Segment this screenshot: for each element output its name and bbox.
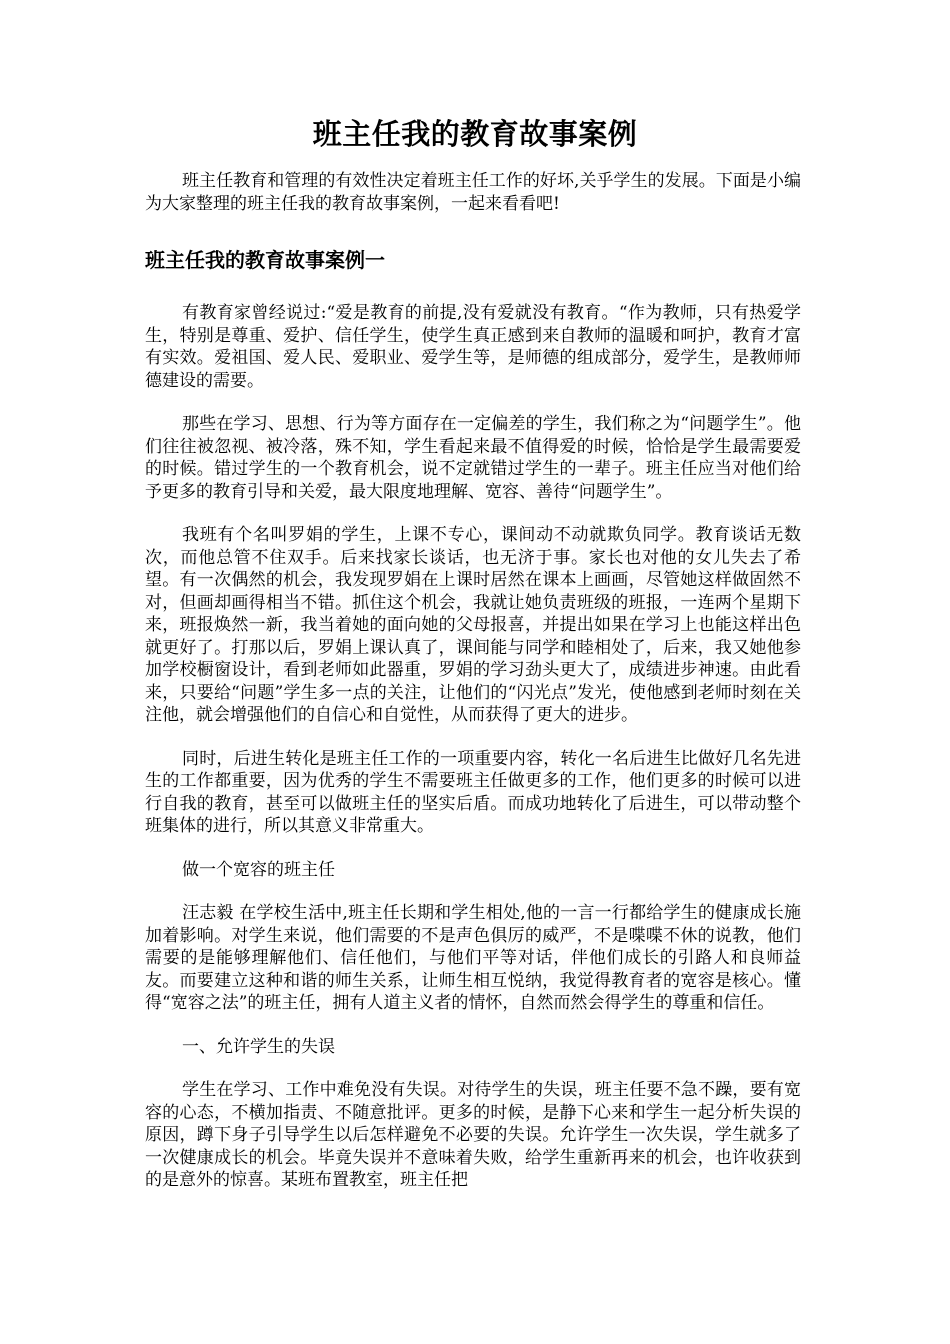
subheading-tolerant-teacher: 做一个宽容的班主任	[182, 859, 335, 880]
body-paragraph: 我班有个名叫罗娟的学生，上课不专心，课间动不动就欺负同学。教育谈话无数次，而他总管不住双手。后来找家长谈话，也无济于事。家长也对他的女儿失去了希望。有一次偶然的机会，我发现罗娟在上课时居然在课本上画画，尽管她这样做固然不对，但画却画得相当不错。抓住这个机会，我就让她负责班级的班报，一连两个星期下来，班报焕然一新，我当着她的面向她的父母报喜，并提出如果在学习上也能这样出色就更好了。打那以后，罗娟上课认真了，课间能与同学和睦相处了，后来，我又她他参加学校橱窗设计，看到老师如此器重，罗娟的学习劲头更大了，成绩进步神速。由此看来，只要给“问题”学生多一点的关注，让他们的“闪光点”发光，使他感到老师时刻在关注他，就会增强他们的自信心和自觉性，从而获得了更大的进步。	[145, 525, 801, 725]
body-paragraph: 学生在学习、工作中难免没有失误。对待学生的失误，班主任要不急不躁，要有宽容的心态，不横加指责、不随意批评。更多的时候，是静下心来和学生一起分析失误的原因，蹲下身子引导学生以后怎样避免不必要的失误。允许学生一次失误，学生就多了一次健康成长的机会。毕竟失误并不意味着失败，给学生重新再来的机会，也许收获到的是意外的惊喜。某班布置教室，班主任把	[145, 1080, 801, 1190]
document-title: 班主任我的教育故事案例	[312, 117, 638, 151]
subheading-allow-mistakes: 一、允许学生的失误	[182, 1036, 335, 1057]
body-paragraph: 同时，后进生转化是班主任工作的一项重要内容，转化一名后进生比做好几名先进生的工作都重要，因为优秀的学生不需要班主任做更多的工作，他们更多的时候可以进行自我的教育，甚至可以做班主任的坚实后盾。而成功地转化了后进生，可以带动整个班集体的进行，所以其意义非常重大。	[145, 748, 801, 836]
body-paragraph: 汪志毅 在学校生活中,班主任长期和学生相处,他的一言一行都给学生的健康成长施加着影响。对学生来说，他们需要的不是声色俱厉的威严，不是喋喋不休的说教，他们需要的是能够理解他们、信任他们，与他们平等对话，伴他们成长的引路人和良师益友。而要建立这种和谐的师生关系，让师生相互悦纳，我觉得教育者的宽容是核心。懂得“宽容之法”的班主任，拥有人道主义者的情怀，自然而然会得学生的尊重和信任。	[145, 903, 801, 1013]
intro-paragraph: 班主任教育和管理的有效性决定着班主任工作的好坏,关乎学生的发展。下面是小编为大家整理的班主任我的教育故事案例，一起来看看吧!	[145, 171, 801, 214]
section-heading: 班主任我的教育故事案例一	[145, 248, 385, 272]
document-body	[145, 170, 801, 1192]
body-paragraph: 那些在学习、思想、行为等方面存在一定偏差的学生，我们称之为“问题学生”。他们往往被忽视、被冷落，殊不知，学生看起来最不值得爱的时候，恰恰是学生最需要爱的时候。错过学生的一个教育机会，说不定就错过学生的一辈子。班主任应当对他们给予更多的教育引导和关爱，最大限度地理解、宽容、善待“问题学生”。	[145, 414, 801, 502]
body-paragraph: 有教育家曾经说过:“爱是教育的前提,没有爱就没有教育。“作为教师，只有热爱学生，特别是尊重、爱护、信任学生，使学生真正感到来自教师的温暖和呵护，教育才富有实效。爱祖国、爱人民、爱职业、爱学生等，是师德的组成部分，爱学生，是教师师德建设的需要。	[145, 303, 801, 391]
